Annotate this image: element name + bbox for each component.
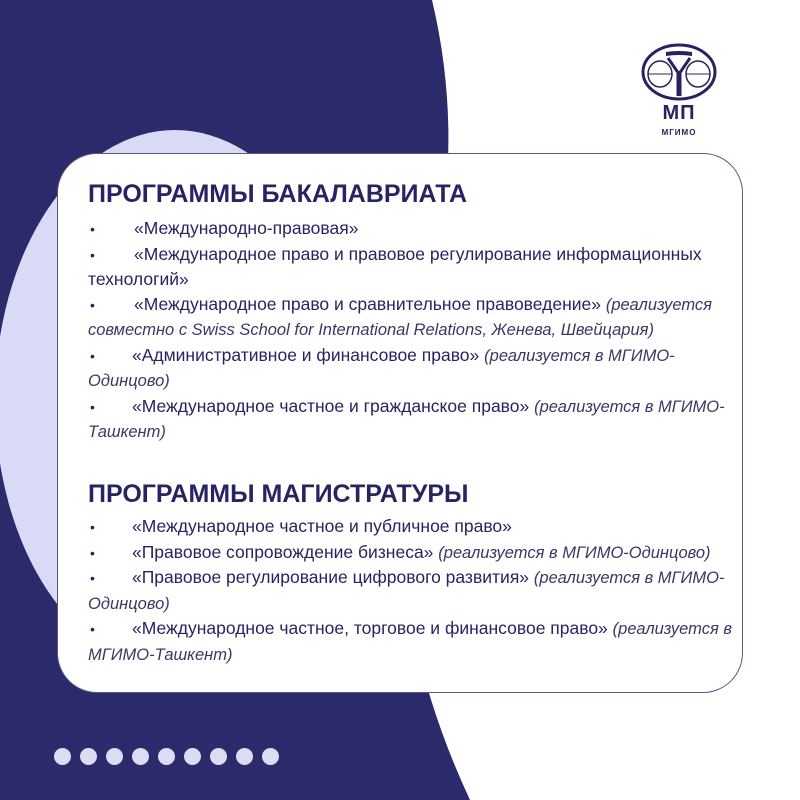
program-name: «Международное право и правовое регулирование информационных технологий» [88, 243, 702, 289]
bullet: • [90, 398, 95, 415]
page-dot[interactable] [158, 748, 175, 765]
program-note: (реализуется в МГИМО-Ташкент) [88, 620, 732, 664]
logo-title: МП [662, 102, 696, 124]
page-dot[interactable] [54, 748, 71, 765]
program-name: «Международное частное и публичное право» [132, 516, 512, 536]
page-dot[interactable] [184, 748, 201, 765]
list-item [88, 292, 738, 343]
logo [640, 42, 718, 137]
mp-mgimo-emblem-icon [640, 42, 718, 106]
bachelor-list [88, 216, 738, 445]
page-dot[interactable] [262, 748, 279, 765]
program-name: «Международное частное, торговое и финансовое право» [132, 618, 608, 638]
list-item [88, 514, 738, 540]
list-item [88, 540, 738, 566]
bullet: • [90, 570, 95, 586]
list-item [88, 565, 738, 616]
program-name: «Административное и финансовое право» [132, 344, 480, 365]
page-dot[interactable] [106, 748, 123, 765]
page-dot[interactable] [210, 748, 227, 765]
bachelor-title: ПРОГРАММЫ БАКАЛАВРИАТА [88, 180, 468, 208]
program-name: «Правовое сопровождение бизнеса» [132, 541, 434, 562]
list-item [88, 242, 738, 292]
bullet: • [90, 246, 95, 263]
bullet: • [90, 519, 95, 535]
page-dot[interactable] [80, 748, 97, 765]
master-title: ПРОГРАММЫ МАГИСТРАТУРЫ [88, 480, 469, 508]
list-item [88, 394, 738, 445]
program-name: «Международное частное и гражданское право» [132, 395, 530, 416]
master-list [88, 514, 738, 667]
bullet: • [90, 347, 95, 364]
page-dot[interactable] [132, 748, 149, 765]
program-note: (реализуется в МГИМО-Одинцово) [88, 569, 725, 613]
list-item [88, 216, 738, 242]
program-name: «Международное право и сравнительное правоведение» [134, 293, 601, 314]
bullet: • [90, 221, 95, 237]
logo-subtitle: МГИМО [661, 128, 697, 137]
program-name: «Правовое регулирование цифрового развития» [132, 567, 530, 587]
program-note: (реализуется совместно с Swiss School for International Relations, Женева, Швейцария) [88, 295, 712, 339]
program-note: (реализуется в МГИМО-Одинцово) [438, 543, 711, 562]
bullet: • [90, 296, 95, 313]
bullet: • [90, 544, 95, 561]
program-name: «Международно-правовая» [134, 218, 359, 238]
list-item [88, 343, 738, 394]
page-dot[interactable] [236, 748, 253, 765]
list-item [88, 616, 738, 667]
program-note: (реализуется в МГИМО-Одинцово) [88, 346, 675, 390]
bullet: • [90, 621, 95, 637]
program-note: (реализуется в МГИМО-Ташкент) [88, 397, 725, 441]
